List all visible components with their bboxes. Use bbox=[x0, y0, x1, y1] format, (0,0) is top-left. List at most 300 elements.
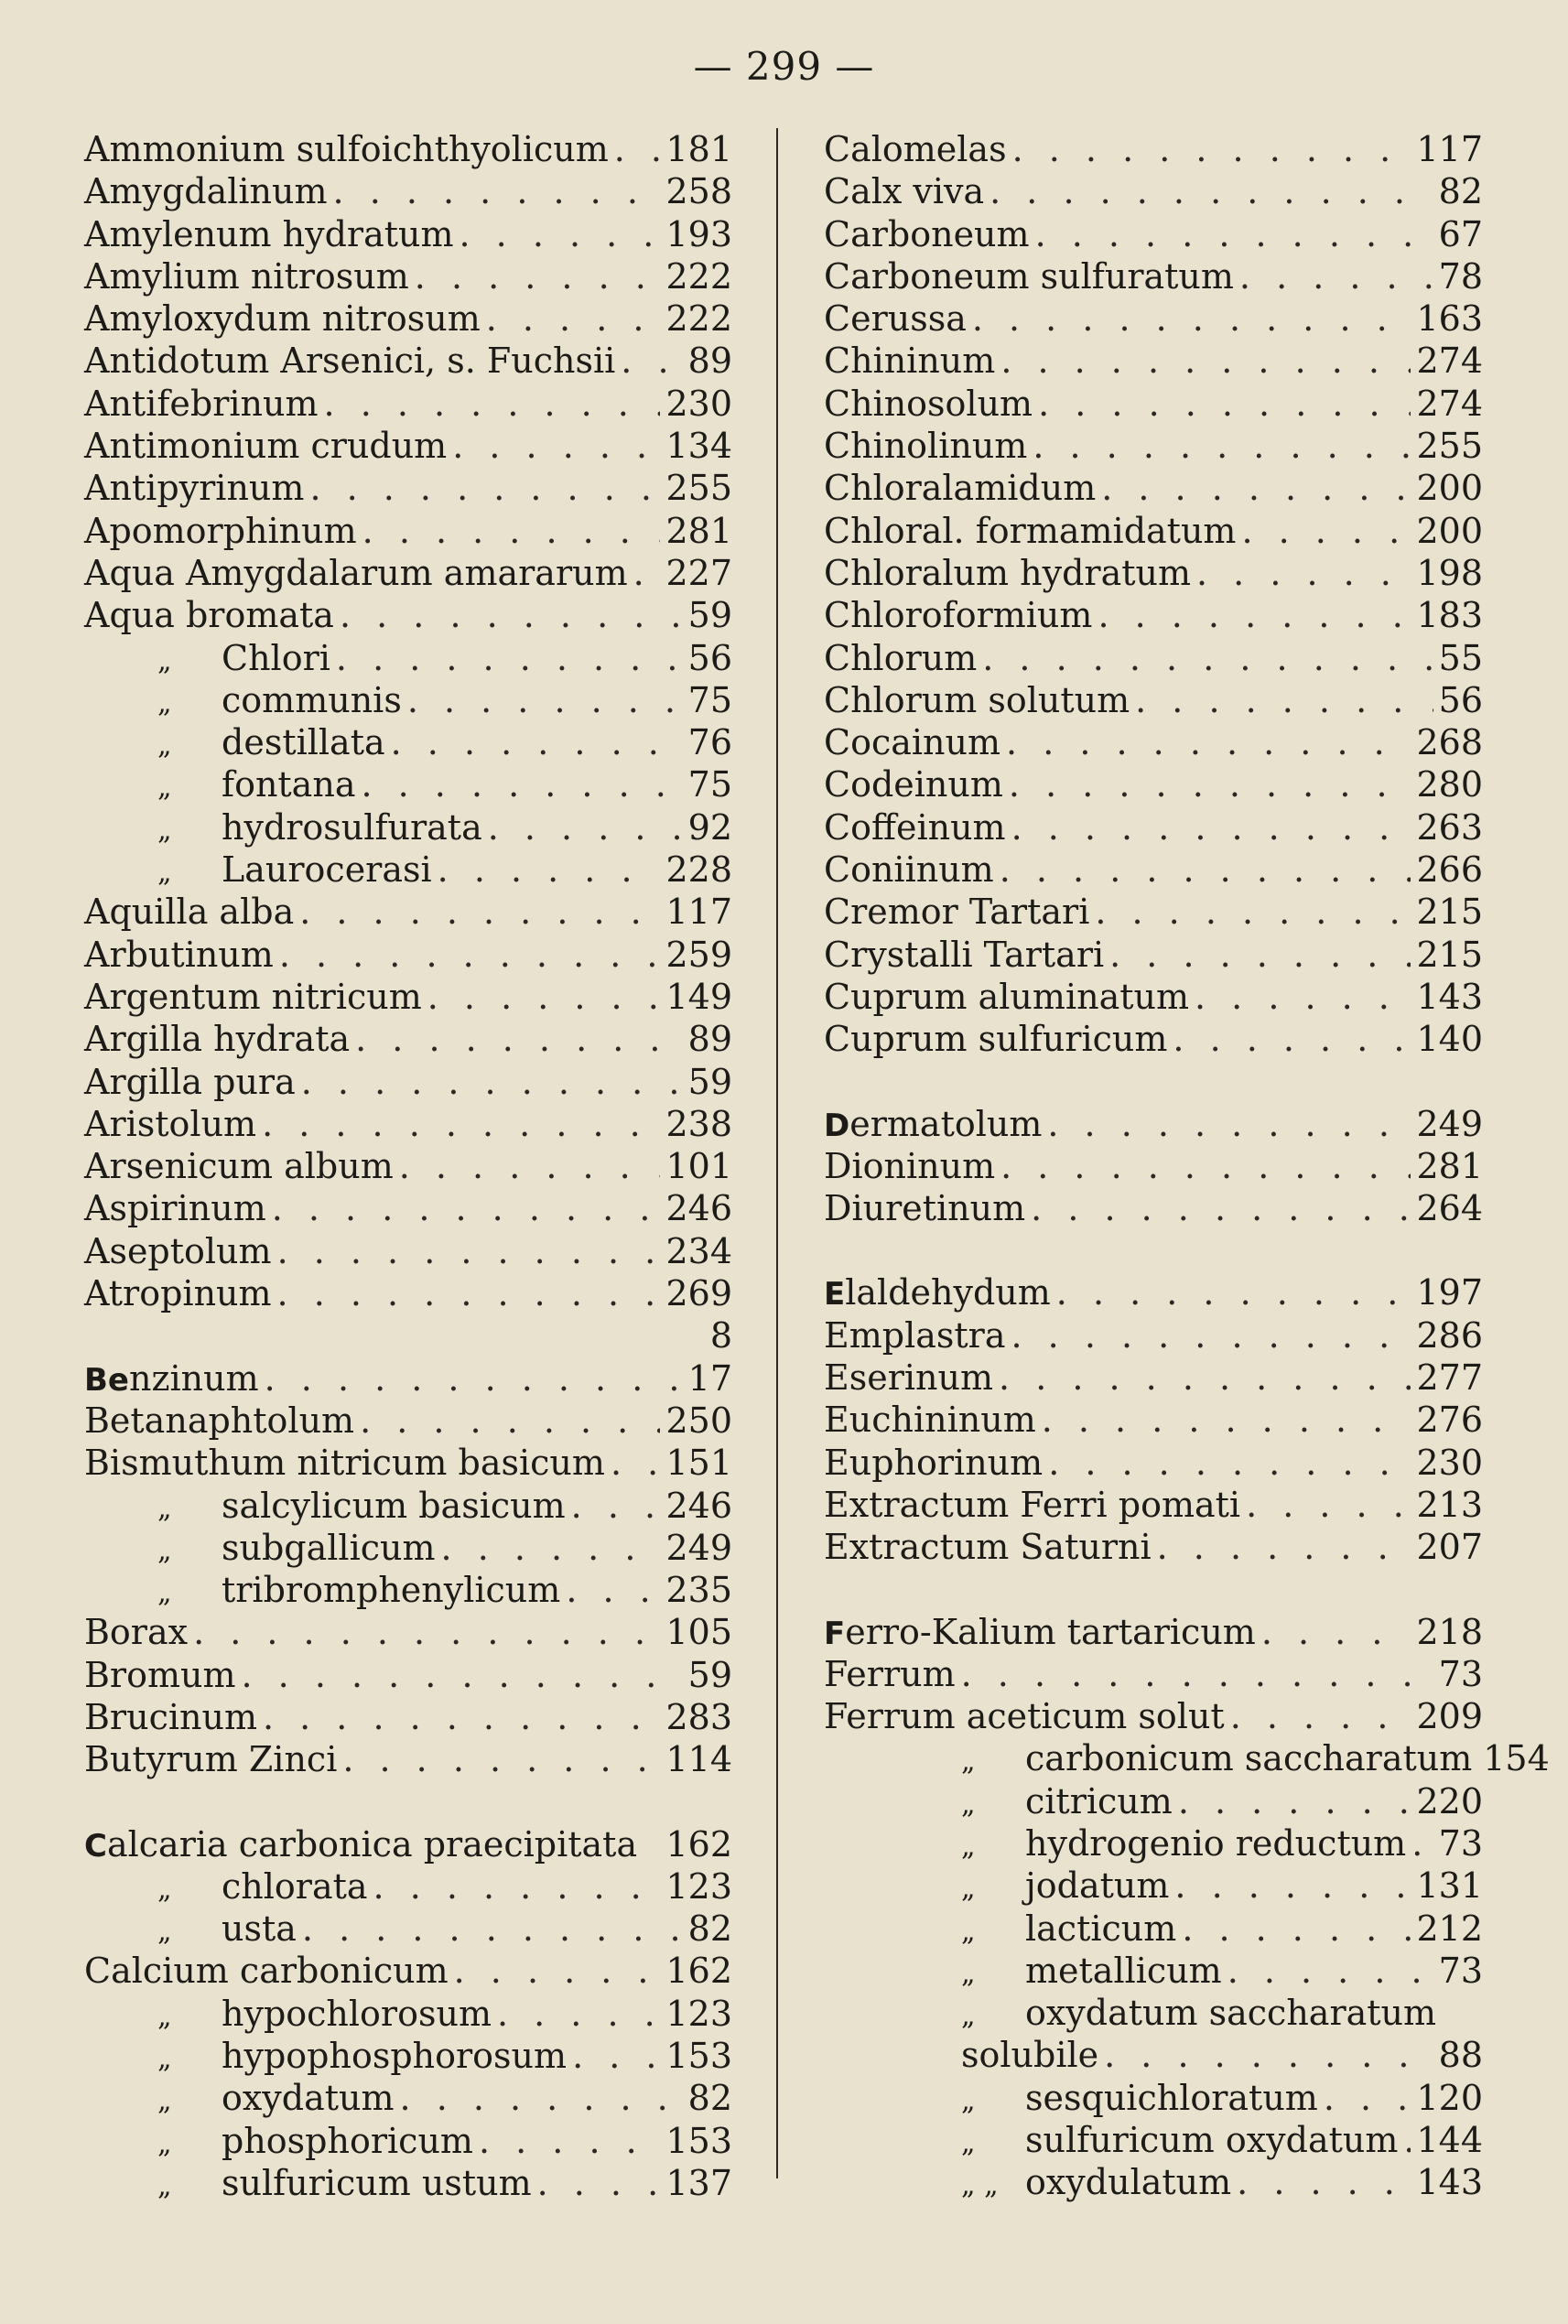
index-entry bbox=[824, 1653, 1483, 1695]
index-entry bbox=[824, 2034, 1483, 2076]
entry-label: Chininum bbox=[824, 340, 996, 382]
ditto-mark: „ bbox=[157, 2000, 172, 2033]
index-entry bbox=[84, 1145, 732, 1187]
ditto-mark: „ bbox=[157, 2043, 172, 2076]
ditto-mark: „ bbox=[961, 2127, 976, 2160]
index-entry bbox=[84, 1230, 732, 1272]
entry-label: Benzinum bbox=[84, 1357, 259, 1399]
dot-leader bbox=[1178, 1780, 1411, 1822]
dot-leader bbox=[262, 1103, 660, 1145]
dot-leader bbox=[961, 1653, 1433, 1695]
index-entry bbox=[84, 1696, 732, 1738]
dot-leader bbox=[497, 1993, 660, 2035]
dot-leader bbox=[360, 1400, 660, 1442]
entry-label: „ carbonicum saccharatum bbox=[824, 1737, 1472, 1783]
page-reference: 163 bbox=[1416, 298, 1483, 340]
index-entry bbox=[824, 934, 1483, 976]
entry-label: Cuprum aluminatum bbox=[824, 976, 1189, 1017]
index-entry bbox=[824, 2077, 1483, 2119]
page-reference: 73 bbox=[1438, 1822, 1483, 1864]
dot-leader bbox=[342, 1738, 660, 1780]
index-entry bbox=[824, 213, 1483, 255]
dot-leader bbox=[1011, 1314, 1411, 1357]
page-reference: 259 bbox=[665, 934, 732, 975]
page-reference: 117 bbox=[665, 892, 732, 933]
index-entry bbox=[84, 763, 732, 805]
page-reference: 274 bbox=[1416, 340, 1483, 382]
index-entry bbox=[824, 297, 1483, 340]
index-entry bbox=[84, 679, 732, 721]
index-entry bbox=[84, 1442, 732, 1484]
page-reference: 218 bbox=[1416, 1611, 1483, 1652]
page-reference: 123 bbox=[665, 1865, 732, 1907]
dot-leader bbox=[362, 510, 661, 552]
dot-leader bbox=[333, 170, 661, 212]
index-entry bbox=[84, 1187, 732, 1229]
entry-label: Amygdalinum bbox=[84, 171, 328, 212]
dot-leader bbox=[1157, 1526, 1411, 1568]
entry-label: Antipyrinum bbox=[84, 468, 305, 509]
entry-label: „ sesquichloratum bbox=[824, 2077, 1318, 2123]
dot-leader bbox=[989, 170, 1433, 212]
dot-leader bbox=[1230, 1695, 1411, 1737]
ditto-mark: „ bbox=[157, 686, 172, 719]
entry-label: Cerussa bbox=[824, 298, 967, 340]
page-reference: 56 bbox=[1438, 679, 1483, 720]
entry-label: „ oxydatum saccharatum bbox=[824, 1992, 1436, 2038]
page-reference: 151 bbox=[665, 1443, 732, 1484]
page-reference: 78 bbox=[1438, 255, 1483, 297]
page-reference: 220 bbox=[1416, 1780, 1483, 1821]
entry-label: Aspirinum bbox=[84, 1188, 266, 1229]
page-reference: 162 bbox=[665, 1823, 732, 1865]
dot-leader bbox=[1173, 1018, 1411, 1060]
entry-label: „ citricum bbox=[824, 1780, 1173, 1826]
dot-leader bbox=[1239, 255, 1433, 297]
ditto-mark: „ bbox=[961, 1830, 976, 1863]
entry-label: Ammonium sulfoichthyolicum bbox=[84, 129, 609, 169]
index-entry bbox=[84, 467, 732, 509]
dot-leader bbox=[272, 1187, 661, 1229]
index-entry bbox=[824, 2161, 1483, 2203]
index-entry bbox=[824, 1611, 1483, 1653]
page-reference: 197 bbox=[1416, 1272, 1483, 1313]
index-entry bbox=[84, 1061, 732, 1103]
page-reference: 234 bbox=[665, 1230, 732, 1271]
entry-label: Cocainum bbox=[824, 722, 1001, 763]
ditto-mark: „ bbox=[157, 772, 172, 805]
page-reference: 212 bbox=[1416, 1908, 1483, 1949]
dot-leader bbox=[1000, 340, 1411, 382]
page-reference: 105 bbox=[665, 1612, 732, 1653]
index-entry bbox=[84, 2162, 732, 2204]
page-reference: 213 bbox=[1416, 1484, 1483, 1525]
dot-leader bbox=[309, 467, 660, 509]
dot-leader bbox=[572, 2035, 660, 2077]
page-reference: 209 bbox=[1416, 1696, 1483, 1737]
index-entry bbox=[824, 1018, 1483, 1060]
dot-leader bbox=[1241, 510, 1411, 552]
entry-label: Aseptolum bbox=[84, 1230, 272, 1271]
index-entry bbox=[824, 1780, 1483, 1822]
ditto-mark: „ bbox=[961, 1957, 976, 1990]
entry-label: „ Laurocerasi bbox=[84, 849, 432, 894]
page-reference: 255 bbox=[1416, 426, 1483, 467]
entry-label: Amylium nitrosum bbox=[84, 255, 409, 297]
index-entry bbox=[824, 1908, 1483, 1950]
index-entry bbox=[84, 1400, 732, 1442]
ditto-mark: „ bbox=[961, 1746, 976, 1778]
entry-label: Aqua bromata bbox=[84, 595, 334, 636]
page-reference: 280 bbox=[1416, 764, 1483, 805]
index-entry bbox=[824, 1484, 1483, 1526]
page-reference: 249 bbox=[665, 1527, 732, 1568]
dot-leader bbox=[299, 891, 660, 933]
page-reference: 266 bbox=[1416, 849, 1483, 891]
page-reference: 73 bbox=[1438, 1950, 1483, 1991]
page-reference: 283 bbox=[665, 1696, 732, 1737]
entry-label: „ communis bbox=[84, 679, 402, 725]
entry-label: „ hypophosphorosum bbox=[84, 2035, 567, 2081]
page-reference: 215 bbox=[1416, 892, 1483, 933]
index-entry bbox=[84, 1993, 732, 2035]
ditto-mark: „ bbox=[157, 1534, 172, 1567]
page-reference: 249 bbox=[1416, 1103, 1483, 1144]
index-entry bbox=[824, 1950, 1483, 1992]
dot-leader bbox=[1056, 1271, 1411, 1313]
page-reference: 162 bbox=[665, 1951, 732, 1992]
index-entry bbox=[824, 1695, 1483, 1737]
entry-label: Argilla hydrata bbox=[84, 1019, 351, 1060]
entry-label: Chinolinum bbox=[824, 426, 1028, 467]
page-reference: 264 bbox=[1416, 1188, 1483, 1229]
index-entry bbox=[824, 383, 1483, 425]
entry-label: Dermatolum bbox=[824, 1103, 1043, 1144]
page-reference: 59 bbox=[687, 595, 732, 636]
entry-label: „ „ oxydulatum bbox=[824, 2161, 1231, 2207]
entry-label: Calx viva bbox=[824, 171, 985, 212]
dot-leader bbox=[361, 763, 682, 805]
page-reference: 263 bbox=[1416, 806, 1483, 848]
dot-leader bbox=[438, 849, 661, 891]
ditto-mark: „ „ bbox=[961, 2169, 999, 2202]
ditto-mark: „ bbox=[157, 814, 172, 847]
page-reference: 131 bbox=[1416, 1865, 1483, 1907]
section-initial: F bbox=[824, 1615, 846, 1652]
entry-label: Aristolum bbox=[84, 1103, 257, 1144]
dot-leader bbox=[452, 425, 660, 467]
index-entry bbox=[824, 128, 1483, 170]
index-entry bbox=[824, 1526, 1483, 1568]
entry-label: Brucinum bbox=[84, 1696, 257, 1737]
index-entry bbox=[824, 340, 1483, 382]
entry-label: Betanaphtolum bbox=[84, 1400, 355, 1441]
dot-leader bbox=[265, 1357, 683, 1400]
dot-leader bbox=[621, 340, 682, 382]
entry-label: „ chlorata bbox=[84, 1865, 368, 1911]
index-entry bbox=[84, 1908, 732, 1950]
dot-leader bbox=[1033, 425, 1411, 467]
page-reference: 276 bbox=[1416, 1400, 1483, 1441]
entry-label: Borax bbox=[84, 1612, 189, 1653]
index-entry bbox=[824, 763, 1483, 805]
index-entry bbox=[824, 1271, 1483, 1313]
dot-leader bbox=[1104, 2034, 1433, 2076]
index-entry bbox=[84, 934, 732, 976]
dot-leader bbox=[1038, 383, 1411, 425]
dot-leader bbox=[1411, 1822, 1433, 1865]
index-entry bbox=[824, 2119, 1483, 2161]
index-entry bbox=[84, 1357, 732, 1400]
index-entry bbox=[824, 849, 1483, 891]
dot-leader bbox=[355, 1018, 683, 1060]
ditto-mark: „ bbox=[157, 730, 172, 762]
page-reference: 114 bbox=[665, 1739, 732, 1780]
dot-leader bbox=[454, 1950, 661, 1992]
section-initial: D bbox=[824, 1107, 850, 1144]
entry-label: „ fontana bbox=[84, 763, 355, 809]
dot-leader bbox=[1101, 467, 1411, 509]
entry-label: Calcium carbonicum bbox=[84, 1951, 449, 1992]
entry-label: Bromum bbox=[84, 1654, 236, 1695]
page-reference: 101 bbox=[665, 1146, 732, 1187]
page-reference: 120 bbox=[1416, 2077, 1483, 2118]
index-entry bbox=[84, 170, 732, 212]
index-entry bbox=[84, 1569, 732, 1611]
entry-label: „ subgallicum bbox=[84, 1527, 436, 1573]
entry-label: „ usta bbox=[84, 1908, 297, 1953]
entry-label: „ oxydatum bbox=[84, 2077, 395, 2123]
index-entry bbox=[824, 1442, 1483, 1484]
page-reference: 198 bbox=[1416, 552, 1483, 593]
entry-label: Elaldehydum bbox=[824, 1272, 1051, 1313]
entry-label: Calomelas bbox=[824, 129, 1007, 169]
entry-label: „ lacticum bbox=[824, 1908, 1176, 1953]
dot-leader bbox=[1324, 2077, 1411, 2119]
entry-label: Coffeinum bbox=[824, 806, 1006, 848]
entry-label: Coniinum bbox=[824, 849, 994, 891]
page-reference: 238 bbox=[665, 1103, 732, 1144]
page-reference: 143 bbox=[1416, 2162, 1483, 2203]
dot-leader bbox=[301, 1061, 683, 1103]
page-reference: 117 bbox=[1416, 129, 1483, 169]
page-reference: 268 bbox=[1416, 722, 1483, 763]
page-reference: 193 bbox=[665, 213, 732, 254]
entry-label: Aquilla alba bbox=[84, 892, 295, 933]
index-entry bbox=[84, 806, 732, 849]
dot-leader bbox=[1237, 2161, 1411, 2203]
entry-label: Chloral. formamidatum bbox=[824, 510, 1237, 551]
dot-leader bbox=[1095, 891, 1411, 933]
page-reference: 183 bbox=[1416, 595, 1483, 636]
entry-label: Cuprum sulfuricum bbox=[824, 1019, 1168, 1060]
entry-label: Antifebrinum bbox=[84, 383, 319, 424]
page-reference: 207 bbox=[1416, 1527, 1483, 1568]
page-reference: 250 bbox=[665, 1400, 732, 1441]
entry-label: „ hydrosulfurata bbox=[84, 806, 482, 852]
page-reference: 222 bbox=[665, 255, 732, 297]
index-column-right bbox=[824, 128, 1550, 2204]
page-reference: 269 bbox=[665, 1273, 732, 1314]
entry-label: „ phosphoricum bbox=[84, 2120, 473, 2166]
entry-label: Butyrum Zinci bbox=[84, 1739, 338, 1780]
page-reference: 274 bbox=[1416, 383, 1483, 424]
dot-leader bbox=[486, 297, 661, 340]
dot-leader bbox=[400, 2077, 683, 2119]
dot-leader bbox=[1246, 1484, 1411, 1526]
entry-label: Argilla pura bbox=[84, 1061, 296, 1102]
page-reference: 56 bbox=[687, 637, 732, 678]
dot-leader bbox=[488, 806, 683, 849]
index-entry bbox=[824, 425, 1483, 467]
page-reference: 75 bbox=[687, 764, 732, 805]
dot-leader bbox=[277, 1272, 661, 1314]
dot-leader bbox=[633, 552, 661, 594]
ditto-mark: „ bbox=[961, 1873, 976, 1906]
index-entry bbox=[824, 891, 1483, 933]
entry-label: „ tribromphenylicum bbox=[84, 1569, 560, 1615]
dot-leader bbox=[242, 1654, 683, 1696]
dot-leader bbox=[1135, 679, 1433, 721]
index-entry bbox=[824, 1822, 1483, 1865]
index-entry bbox=[84, 1018, 732, 1060]
page-reference: 154 bbox=[1483, 1738, 1550, 1779]
page-reference: 228 bbox=[665, 849, 732, 891]
page-reference: 134 bbox=[665, 426, 732, 467]
entry-label: „ sulfuricum oxydatum bbox=[824, 2119, 1398, 2165]
index-entry bbox=[84, 2077, 732, 2119]
entry-label: Carboneum bbox=[824, 213, 1030, 254]
ditto-mark: „ bbox=[961, 1915, 976, 1948]
dot-leader bbox=[571, 1485, 661, 1527]
dot-leader bbox=[537, 2162, 661, 2204]
entry-label: Diuretinum bbox=[824, 1188, 1026, 1229]
page-reference: 55 bbox=[1438, 637, 1483, 678]
dot-leader bbox=[611, 1442, 661, 1484]
page-reference: 255 bbox=[665, 468, 732, 509]
index-entry bbox=[84, 721, 732, 763]
page-reference: 235 bbox=[665, 1570, 732, 1611]
index-entry bbox=[824, 1399, 1483, 1441]
page-reference: 137 bbox=[665, 2162, 732, 2203]
dot-leader bbox=[1048, 1442, 1411, 1484]
page-reference: 153 bbox=[665, 2120, 732, 2161]
index-entry bbox=[84, 383, 732, 425]
index-entry bbox=[84, 976, 732, 1018]
page-reference: 246 bbox=[665, 1485, 732, 1526]
index-entry bbox=[84, 1103, 732, 1145]
dot-leader bbox=[1174, 1865, 1411, 1907]
page-reference: 92 bbox=[687, 806, 732, 848]
dot-leader bbox=[1006, 721, 1411, 763]
dot-leader bbox=[614, 128, 661, 170]
entry-label: Aqua Amygdalarum amararum bbox=[84, 552, 628, 593]
page-reference: 153 bbox=[665, 2036, 732, 2077]
entry-label: Extractum Saturni bbox=[824, 1527, 1152, 1568]
page-reference: 82 bbox=[1438, 171, 1483, 212]
entry-label: Crystalli Tartari bbox=[824, 934, 1105, 975]
dot-leader bbox=[479, 2120, 661, 2162]
index-entry bbox=[84, 128, 732, 170]
page-reference: 8 bbox=[709, 1315, 732, 1357]
dot-leader bbox=[1009, 763, 1411, 805]
dot-leader bbox=[302, 1908, 683, 1950]
entry-label: Eserinum bbox=[824, 1357, 994, 1399]
index-entry bbox=[824, 637, 1483, 679]
section-initial: E bbox=[824, 1276, 846, 1313]
ditto-mark: „ bbox=[157, 1916, 172, 1949]
page-reference: 181 bbox=[665, 129, 732, 169]
index-entry bbox=[84, 1314, 732, 1357]
page-reference: 75 bbox=[687, 679, 732, 720]
index-entry bbox=[84, 1950, 732, 1992]
index-entry bbox=[84, 552, 732, 594]
index-entry bbox=[84, 1654, 732, 1696]
entry-label: „ destillata bbox=[84, 721, 385, 767]
entry-label: Ferrum aceticum solut bbox=[824, 1696, 1225, 1737]
ditto-mark: „ bbox=[157, 1873, 172, 1906]
dot-leader bbox=[1031, 1187, 1411, 1229]
dot-leader bbox=[263, 1696, 660, 1738]
index-entry bbox=[84, 510, 732, 552]
entry-label: solubile bbox=[961, 2035, 1099, 2076]
page-reference: 286 bbox=[1416, 1314, 1483, 1356]
index-entry bbox=[84, 425, 732, 467]
page-reference: 200 bbox=[1416, 468, 1483, 509]
dot-leader bbox=[1261, 1611, 1411, 1653]
dot-leader bbox=[1000, 1145, 1411, 1187]
index-entry bbox=[84, 1272, 732, 1314]
entry-label: Carboneum sulfuratum bbox=[824, 255, 1234, 297]
ditto-mark: „ bbox=[157, 2169, 172, 2202]
page-reference: 89 bbox=[687, 340, 732, 382]
ditto-mark: „ bbox=[157, 2085, 172, 2118]
entry-label: Bismuthum nitricum basicum bbox=[84, 1443, 605, 1484]
entry-label: „ salcylicum basicum bbox=[84, 1485, 566, 1530]
entry-label: Emplastra bbox=[824, 1314, 1006, 1356]
entry-label: Antimonium crudum bbox=[84, 426, 448, 467]
page-reference: 281 bbox=[665, 510, 732, 551]
index-entry bbox=[824, 594, 1483, 636]
page-reference: 140 bbox=[1416, 1019, 1483, 1060]
page-reference: 281 bbox=[1416, 1145, 1483, 1186]
ditto-mark: „ bbox=[157, 1577, 172, 1610]
index-entry bbox=[84, 1527, 732, 1569]
dot-leader bbox=[399, 1145, 661, 1187]
page-reference: 149 bbox=[665, 976, 732, 1017]
index-entry bbox=[824, 1737, 1550, 1779]
index-entry bbox=[824, 1992, 1483, 2034]
dot-leader bbox=[427, 976, 661, 1018]
entry-label: Antidotum Arsenici, s. Fuchsii bbox=[84, 340, 616, 382]
page-reference: 76 bbox=[687, 722, 732, 763]
dot-leader bbox=[1403, 2119, 1411, 2161]
index-entry bbox=[824, 1314, 1483, 1357]
index-entry bbox=[84, 594, 732, 636]
entry-label: Atropinum bbox=[84, 1273, 272, 1314]
dot-leader bbox=[982, 637, 1433, 679]
entry-label: Extractum Ferri pomati bbox=[824, 1484, 1241, 1525]
index-entry bbox=[84, 891, 732, 933]
ditto-mark: „ bbox=[961, 2084, 976, 2117]
index-entry bbox=[824, 467, 1483, 509]
index-entry bbox=[824, 721, 1483, 763]
page-reference: 222 bbox=[665, 298, 732, 340]
page-reference: 230 bbox=[1416, 1442, 1483, 1483]
index-entry bbox=[824, 976, 1483, 1018]
dot-leader bbox=[1012, 128, 1411, 170]
ditto-mark: „ bbox=[157, 2127, 172, 2160]
